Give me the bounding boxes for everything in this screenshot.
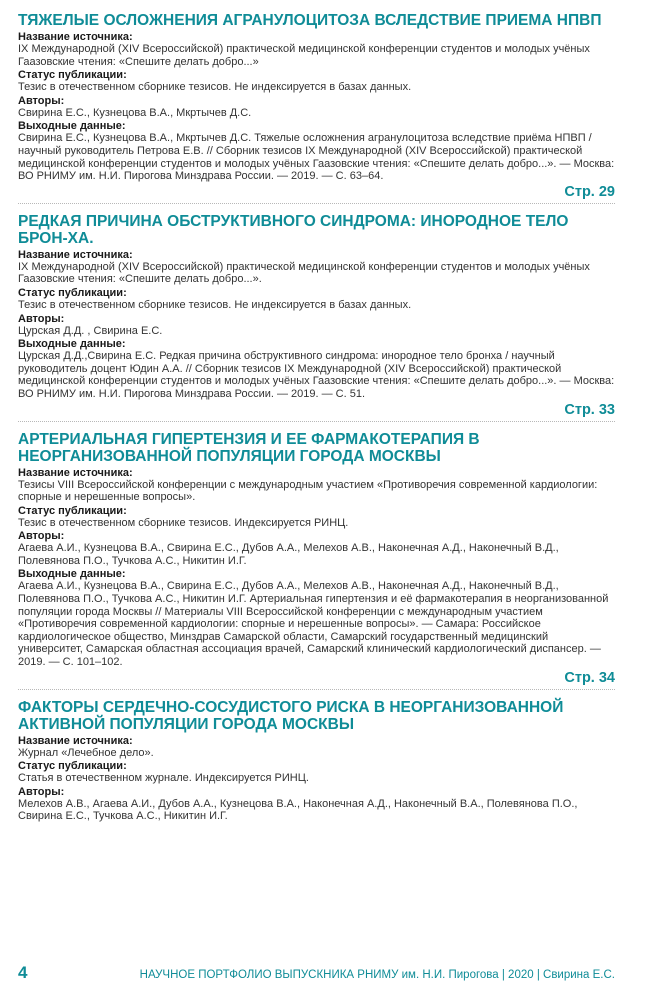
source-label: Название источника: bbox=[18, 248, 133, 261]
publication-entry bbox=[18, 699, 615, 823]
publication-entry bbox=[18, 431, 615, 690]
publication-title: АРТЕРИАЛЬНАЯ ГИПЕРТЕНЗИЯ И ЕЕ ФАРМАКОТЕРАПИЯ В НЕОРГАНИЗОВАННОЙ ПОПУЛЯЦИИ ГОРОДА МОСКВЫ bbox=[18, 430, 480, 465]
source-value: Журнал «Лечебное дело». bbox=[18, 746, 154, 759]
publication-title: ТЯЖЕЛЫЕ ОСЛОЖНЕНИЯ АГРАНУЛОЦИТОЗА ВСЛЕДСТВИЕ ПРИЕМА НПВП bbox=[18, 12, 602, 29]
status-label: Статус публикации: bbox=[18, 760, 127, 773]
entry-divider bbox=[18, 203, 615, 204]
page-number: 4 bbox=[18, 963, 28, 982]
page-reference: Стр. 34 bbox=[564, 669, 615, 686]
status-label: Статус публикации: bbox=[18, 69, 127, 82]
source-label: Название источника: bbox=[18, 31, 133, 43]
source-value: IX Международной (XIV Всероссийской) практической медицинской конференции студентов и молодых учёных Гаазовские чтения: «Спешите делать добро...». bbox=[18, 260, 590, 286]
status-value: Статья в отечественном журнале. Индексируется РИНЦ. bbox=[18, 772, 309, 785]
page-reference: Стр. 33 bbox=[564, 401, 615, 418]
output-label: Выходные данные: bbox=[18, 338, 126, 351]
authors-value: Свирина Е.С., Кузнецова В.А., Мкртычев Д.С. bbox=[18, 106, 252, 119]
authors-label: Авторы: bbox=[18, 94, 65, 107]
status-value: Тезис в отечественном сборнике тезисов. Индексируется РИНЦ. bbox=[18, 516, 349, 529]
authors-value: Агаева А.И., Кузнецова В.А., Свирина Е.С., Дубов А.А., Мелехов А.В., Наконечная А.Д., Наконечный В.Д., Полевянова П.О., Тучкова А.С., Никитин И.Г. bbox=[18, 542, 559, 567]
page-reference: Стр. 29 bbox=[564, 183, 615, 200]
status-value: Тезис в отечественном сборнике тезисов. Не индексируется в базах данных. bbox=[18, 298, 412, 311]
output-label: Выходные данные: bbox=[18, 120, 126, 133]
entry-divider bbox=[18, 689, 615, 690]
publication-entry bbox=[18, 213, 615, 422]
authors-label: Авторы: bbox=[18, 785, 65, 798]
authors-label: Авторы: bbox=[18, 530, 65, 543]
source-value: Тезисы VIII Всероссийской конференции с международным участием «Противоречия современной кардиологии: спорные и нерешенные вопросы». bbox=[18, 478, 598, 504]
page-footer bbox=[18, 963, 615, 983]
publication-entry bbox=[18, 12, 615, 204]
output-label: Выходные данные: bbox=[18, 568, 126, 581]
authors-value: Мелехов А.В., Агаева А.И., Дубов А.А., Кузнецова В.А., Наконечная А.Д., Наконечный В.А., Полевянова П.О., Свирина Е.С., Тучкова А.С., Никитин И.Г. bbox=[18, 797, 578, 823]
footer-text: НАУЧНОЕ ПОРТФОЛИО ВЫПУСКНИКА РНИМУ им. Н.И. Пирогова | 2020 | Свирина Е.С. bbox=[139, 969, 615, 981]
status-label: Статус публикации: bbox=[18, 504, 127, 517]
status-value: Тезис в отечественном сборнике тезисов. Не индексируется в базах данных. bbox=[18, 81, 412, 94]
output-value: Агаева А.И., Кузнецова В.А., Свирина Е.С., Дубов А.А., Мелехов А.В., Наконечная А.Д., Наконечный В.Д., Полевянова П.О., Тучкова А.С., Никитин И.Г. Артериальная гипертензия и её фармакотерапия в неорганизованной популяции города Москвы // Материалы VIII Всероссийской конференции с международным участием «Противоречия современной кардиологии: спорные и нерешенные вопросы». — Самара: Российское кардиологическое общество, Минздрав Самарской области, Самарский государственный медицинский университет, Самарская областная ассоциация врачей, Самарский клинический кардиологический диспансер. — 2019. — С. 101–102. bbox=[18, 580, 609, 669]
authors-value: Цурская Д.Д. , Свирина Е.С. bbox=[18, 324, 163, 337]
publication-list bbox=[18, 12, 615, 824]
output-value: Свирина Е.С., Кузнецова В.А., Мкртычев Д.С. Тяжелые осложнения агранулоцитоза вследствие приёма НПВП / научный руководитель Петрова Е.В. // Сборник тезисов IX Международной (XIV Всероссийской) практической медицинской конференции студентов и молодых учёных Гаазовские чтения: «Спешите делать добро...». — Москва: ВО РНИМУ им. Н.И. Пирогова Минздрава России. — 2019. — С. 63–64. bbox=[18, 132, 615, 183]
authors-label: Авторы: bbox=[18, 312, 65, 325]
publication-title: ФАКТОРЫ СЕРДЕЧНО-СОСУДИСТОГО РИСКА В НЕОРГАНИЗОВАННОЙ АКТИВНОЙ ПОПУЛЯЦИИ ГОРОДА МОСКВЫ bbox=[18, 698, 564, 733]
source-label: Название источника: bbox=[18, 466, 133, 479]
output-value: Цурская Д.Д.,Свирина Е.С. Редкая причина обструктивного синдрома: инородное тело бронха / научный руководитель доцент Юдин А.А. // Сборник тезисов IX Международной (XIV Всероссийской) практической медицинской конференции студентов и молодых учёных Гаазовские чтения: «Спешите делать добро...». — Москва: ВО РНИМУ им. Н.И. Пирогова Минздрава России. — 2019. — С. 51. bbox=[18, 350, 615, 400]
publication-title: РЕДКАЯ ПРИЧИНА ОБСТРУКТИВНОГО СИНДРОМА: ИНОРОДНОЕ ТЕЛО БРОН-ХА. bbox=[18, 212, 569, 247]
entry-divider bbox=[18, 421, 615, 422]
source-label: Название источника: bbox=[18, 734, 133, 747]
status-label: Статус публикации: bbox=[18, 286, 127, 299]
source-value: IX Международной (XIV Всероссийской) практической медицинской конференции студентов и молодых учёных Гаазовские чтения: «Спешите делать добро...» bbox=[18, 43, 590, 68]
